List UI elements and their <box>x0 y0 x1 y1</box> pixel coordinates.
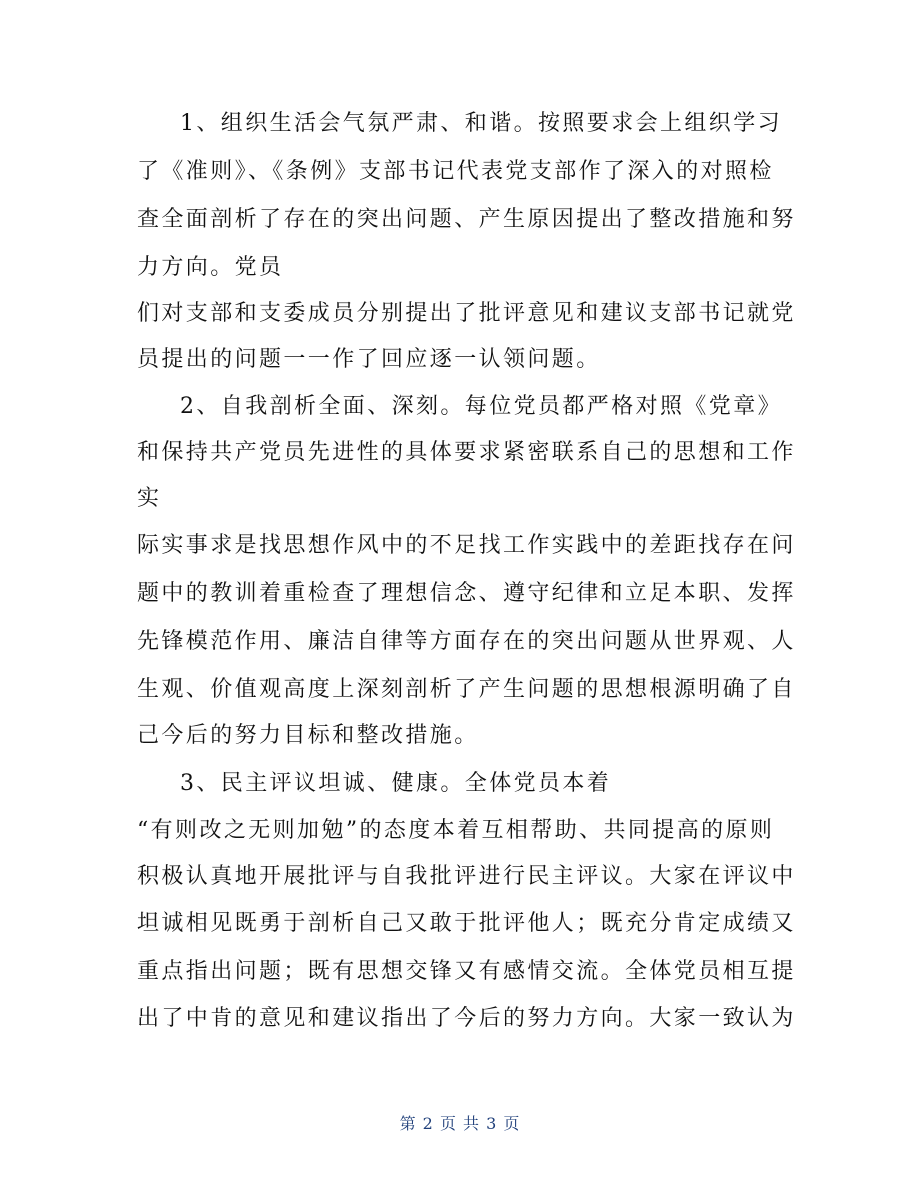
text-line: 和保持共产党员先进性的具体要求紧密联系自己的思想和工作 <box>137 440 796 465</box>
text-line: 力方向。党员 <box>137 255 284 280</box>
text-line: 己今后的努力目标和整改措施。 <box>137 723 479 748</box>
text-line: 出了中肯的意见和建议指出了今后的努力方向。大家一致认为 <box>137 1006 796 1031</box>
text-line: 们对支部和支委成员分别提出了批评意见和建议支部书记就党 <box>137 301 796 326</box>
text-line: 坦诚相见既勇于剖析自己又敢于批评他人；既充分肯定成绩又 <box>137 911 796 936</box>
text-line: 重点指出问题；既有思想交锋又有感情交流。全体党员相互提 <box>137 959 796 984</box>
text-line: “有则改之无则加勉”的态度本着互相帮助、共同提高的原则 <box>137 818 775 843</box>
text-line: 际实事求是找思想作风中的不足找工作实践中的差距找存在问 <box>137 533 796 558</box>
page-number: 第 2 页 共 3 页 <box>399 1114 521 1133</box>
text-line: 了《准则》、《条例》支部书记代表党支部作了深入的对照检 <box>137 159 774 184</box>
text-line: 查全面剖析了存在的突出问题、产生原因提出了整改措施和努 <box>137 207 796 232</box>
text-line: 题中的教训着重检查了理想信念、遵守纪律和立足本职、发挥 <box>137 581 796 606</box>
text-line: 实 <box>137 486 162 511</box>
text-line: 积极认真地开展批评与自我批评进行民主评议。大家在评议中 <box>137 864 796 889</box>
text-line: 1、组织生活会气氛严肃、和谐。按照要求会上组织学习 <box>180 111 782 136</box>
text-line: 生观、价值观高度上深刻剖析了产生问题的思想根源明确了自 <box>137 677 796 702</box>
text-line: 先锋模范作用、廉洁自律等方面存在的突出问题从世界观、人 <box>137 629 796 654</box>
text-line: 2、自我剖析全面、深刻。每位党员都严格对照《党章》 <box>180 394 782 419</box>
text-line: 3、民主评议坦诚、健康。全体党员本着 <box>180 771 612 796</box>
text-line: 员提出的问题一一作了回应逐一认领问题。 <box>137 347 601 372</box>
